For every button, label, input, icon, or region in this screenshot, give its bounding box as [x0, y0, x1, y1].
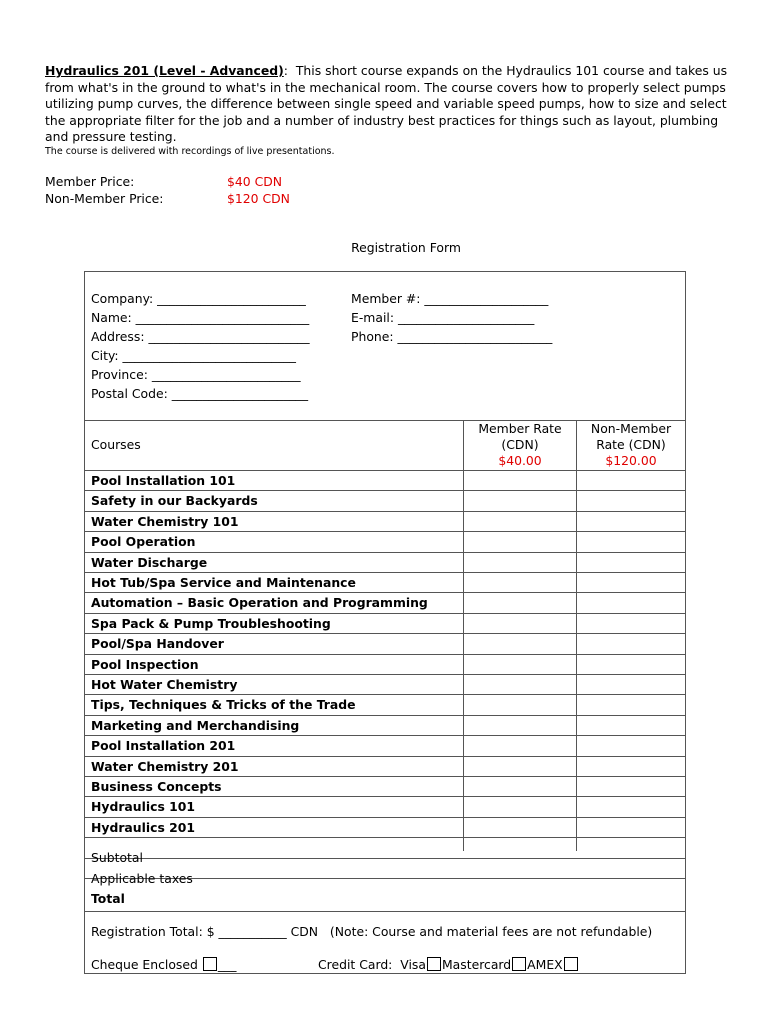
- table-row: [85, 776, 685, 777]
- table-row: [85, 552, 685, 553]
- course-name: Safety in our Backyards: [91, 493, 258, 509]
- table-row: [85, 715, 685, 716]
- course-name: Automation – Basic Operation and Programming: [91, 595, 428, 611]
- member-rate-label-2: (CDN): [501, 437, 539, 452]
- table-row: [85, 796, 685, 797]
- member-number-field[interactable]: Member #: ____________________: [351, 291, 549, 306]
- amex-checkbox[interactable]: [564, 957, 578, 971]
- cheque-blank: ___: [217, 957, 237, 972]
- name-field[interactable]: Name: ____________________________: [91, 310, 310, 325]
- cheque-label: Cheque Enclosed: [91, 957, 198, 972]
- refund-note: (Note: Course and material fees are not refundable): [329, 924, 653, 939]
- mastercard-checkbox[interactable]: [512, 957, 526, 971]
- cheque-checkbox[interactable]: [203, 957, 217, 971]
- course-name: Water Chemistry 201: [91, 758, 239, 774]
- table-row: [85, 633, 685, 634]
- credit-card-options: [318, 957, 579, 972]
- delivery-note: The course is delivered with recordings of live presentations.: [45, 146, 335, 157]
- total-label: Total: [91, 891, 125, 906]
- phone-field[interactable]: Phone: _________________________: [351, 329, 553, 344]
- email-field[interactable]: E-mail: ______________________: [351, 310, 535, 325]
- course-name: Pool Installation 101: [91, 473, 236, 488]
- credit-card-label: Credit Card:: [318, 957, 393, 972]
- mastercard-label: Mastercard: [441, 957, 512, 972]
- table-row: [85, 531, 685, 532]
- course-name: Water Chemistry 101: [91, 513, 239, 529]
- cheque-enclosed: [91, 957, 236, 972]
- table-row: [85, 654, 685, 655]
- course-name: Pool Installation 201: [91, 738, 236, 754]
- table-row: [85, 817, 685, 818]
- postal-code-field[interactable]: Postal Code: ______________________: [91, 386, 309, 401]
- course-name: Hydraulics 201: [91, 819, 196, 835]
- visa-label: Visa: [400, 957, 426, 972]
- province-field[interactable]: Province: ________________________: [91, 367, 301, 382]
- nonmember-price-row: [45, 191, 290, 206]
- course-name: Hydraulics 101: [91, 799, 196, 815]
- course-name: Pool Inspection: [91, 656, 199, 672]
- course-name: Water Discharge: [91, 554, 208, 570]
- amex-label: AMEX: [527, 957, 563, 972]
- nonmember-rate-header: [577, 421, 685, 469]
- table-row: [85, 756, 685, 757]
- courses-header: Courses: [91, 437, 141, 452]
- course-name: Marketing and Merchandising: [91, 717, 300, 733]
- title-colon: :: [283, 63, 288, 78]
- course-name: Hot Water Chemistry: [91, 677, 238, 692]
- member-price-label: Member Price:: [45, 174, 135, 189]
- course-name: Pool Operation: [91, 534, 196, 550]
- city-field[interactable]: City: ____________________________: [91, 348, 296, 363]
- member-rate-label-1: Member Rate: [478, 421, 562, 436]
- table-row: [85, 511, 685, 512]
- registration-total-line: [91, 924, 652, 939]
- table-row: [85, 837, 685, 838]
- course-name: Pool/Spa Handover: [91, 636, 224, 652]
- table-row: [85, 572, 685, 573]
- table-row: [85, 490, 685, 491]
- nonmember-rate-label-2: Rate (CDN): [596, 437, 666, 452]
- table-row: [85, 592, 685, 593]
- nonmember-rate-price: $120.00: [605, 453, 657, 468]
- taxes-label: Applicable taxes: [91, 871, 193, 886]
- table-bottom-border: [85, 911, 685, 912]
- table-row: [85, 735, 685, 736]
- table-row: [85, 858, 685, 859]
- registration-total-field[interactable]: Registration Total: $ ___________ CDN: [91, 924, 319, 939]
- course-name: Tips, Techniques & Tricks of the Trade: [91, 697, 356, 713]
- course-name: Spa Pack & Pump Troubleshooting: [91, 615, 331, 631]
- course-name: Hot Tub/Spa Service and Maintenance: [91, 575, 356, 590]
- nonmember-price-value: $120 CDN: [227, 191, 290, 206]
- nonmember-column-divider: [576, 420, 577, 851]
- registration-form: [84, 271, 686, 974]
- course-name: Business Concepts: [91, 779, 222, 794]
- table-row: [85, 613, 685, 614]
- member-rate-header: [464, 421, 576, 469]
- form-title: Registration Form: [351, 240, 461, 255]
- course-description-text: This short course expands on the Hydraulics 101 course and takes us from what's in the ground to what's in the mechanical room. The course covers how to properly select pumps utilizing pump curves, the difference between single speed and variable speed pumps, how to size and select the appropriate filter for the job and a number of industry best practices for things such as layout, plumbing and pressure testing.: [45, 63, 728, 145]
- table-row: [85, 470, 685, 471]
- nonmember-rate-label-1: Non-Member: [590, 421, 672, 436]
- address-field[interactable]: Address: __________________________: [91, 329, 310, 344]
- member-rate-price: $40.00: [498, 453, 542, 468]
- member-price-row: [45, 174, 283, 189]
- course-description: [45, 63, 735, 146]
- table-row: [85, 674, 685, 675]
- visa-checkbox[interactable]: [427, 957, 441, 971]
- member-column-divider: [463, 420, 464, 851]
- company-field[interactable]: Company: ________________________: [91, 291, 306, 306]
- nonmember-price-label: Non-Member Price:: [45, 191, 164, 206]
- table-row: [85, 694, 685, 695]
- subtotal-label: Subtotal: [91, 850, 143, 865]
- member-price-value: $40 CDN: [227, 174, 283, 189]
- course-title: Hydraulics 201 (Level - Advanced): [45, 63, 284, 78]
